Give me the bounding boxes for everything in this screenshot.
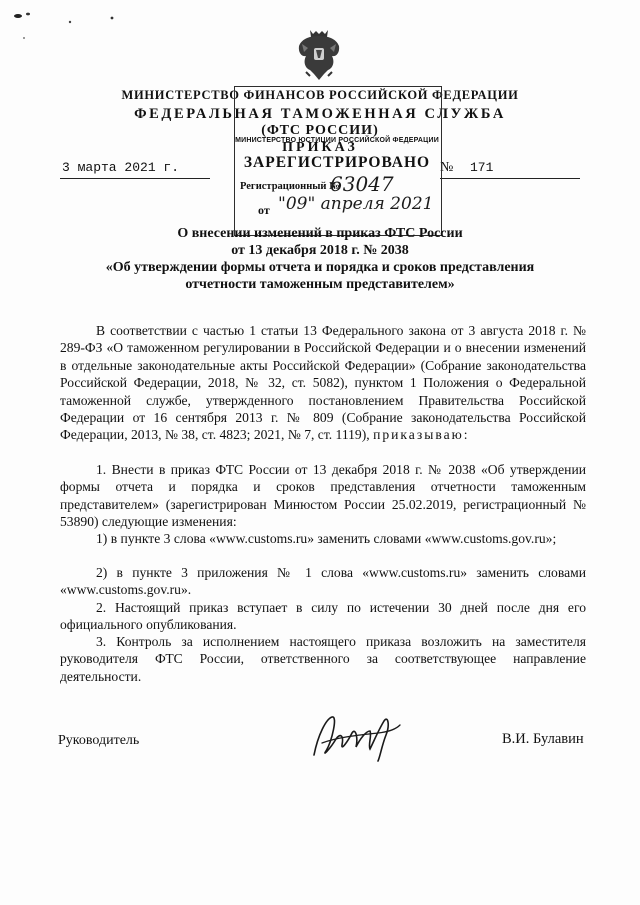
- stamp-registration-label: Регистрационный №: [240, 181, 340, 192]
- item-1-subitem-1: 1) в пункте 3 слова «www.customs.ru» заменить словами «www.customs.gov.ru»;: [96, 531, 557, 546]
- stamp-ministry: МИНИСТЕРСТВО ЮСТИЦИИ РОССИЙСКОЙ ФЕДЕРАЦИИ: [235, 137, 439, 144]
- date-underline: [60, 178, 210, 179]
- stamp-date-prefix: от: [258, 203, 270, 217]
- signatory-name: В.И. Булавин: [502, 731, 584, 747]
- title-line-4: отчетности таможенным представителем»: [185, 277, 455, 292]
- order-number-sign: №: [440, 160, 454, 175]
- title-line-3: «Об утверждении формы отчета и порядка и сроков представления: [105, 260, 535, 275]
- stamp-registration-date: "09" апреля 2021: [278, 194, 434, 214]
- title-line-2: от 13 декабря 2018 г. № 2038: [231, 243, 409, 258]
- item-1-subitem-2: 2) в пункте 3 приложения № 1 слова «www.customs.ru» заменить словами «www.customs.gov.ru».: [60, 565, 586, 598]
- signatory-role: Руководитель: [58, 733, 140, 748]
- coat-of-arms-emblem-icon: [296, 26, 342, 82]
- preamble-verb: приказываю:: [373, 427, 470, 443]
- service-abbreviation: (ФТС РОССИИ): [261, 123, 379, 138]
- item-2: 2. Настоящий приказ вступает в силу по истечении 30 дней после дня его официального опубликования.: [60, 600, 586, 633]
- item-1: 1. Внести в приказ ФТС России от 13 декабря 2018 г. № 2038 «Об утверждении формы отчета и порядка и сроков представления отчетности таможенным представителем» (зарегистрирован Минюстом России 25.02.2019, регистрационный № 53890) следующие изменения:: [60, 462, 586, 530]
- scan-specks: [0, 0, 140, 60]
- item-3: 3. Контроль за исполнением настоящего приказа возложить на заместителя руководителя ФТС России, ответственного за соответствующее направление деятельности.: [60, 634, 586, 684]
- preamble-text: В соответствии с частью 1 статьи 13 Федерального закона от 3 августа 2018 г. № 289-ФЗ «О таможенном регулировании в Российской Федерации и о внесении изменений в отдельные законодательные акты Российской Федерации» (Собрание законодательства Российской Федерации, 2018, № 32, ст. 5082), пунктом 1 Положения о Федеральной таможенной службе, утвержденного постановлением Правительства Российской Федерации от 16 сентября 2013 г. № 809 (Собрание законодательства Российской Федерации, 2013, № 38, ст. 4823; 2021, № 7, ст. 1119),: [60, 323, 586, 443]
- service-name: ФЕДЕРАЛЬНАЯ ТАМОЖЕННАЯ СЛУЖБА: [134, 106, 506, 122]
- stamp-registered-label: ЗАРЕГИСТРИРОВАНО: [243, 154, 431, 171]
- handwritten-signature: [308, 705, 404, 765]
- order-number: 171: [470, 160, 494, 175]
- preamble-paragraph: [60, 322, 586, 444]
- stamp-registration-number: 63047: [330, 172, 394, 196]
- ministry-name: МИНИСТЕРСТВО ФИНАНСОВ РОССИЙСКОЙ ФЕДЕРАЦИИ: [121, 88, 519, 102]
- order-date: 3 марта 2021 г.: [62, 160, 180, 175]
- title-line-1: О внесении изменений в приказ ФТС России: [177, 226, 463, 241]
- document-type-heading: ПРИКАЗ: [282, 140, 358, 155]
- number-underline: [440, 178, 580, 179]
